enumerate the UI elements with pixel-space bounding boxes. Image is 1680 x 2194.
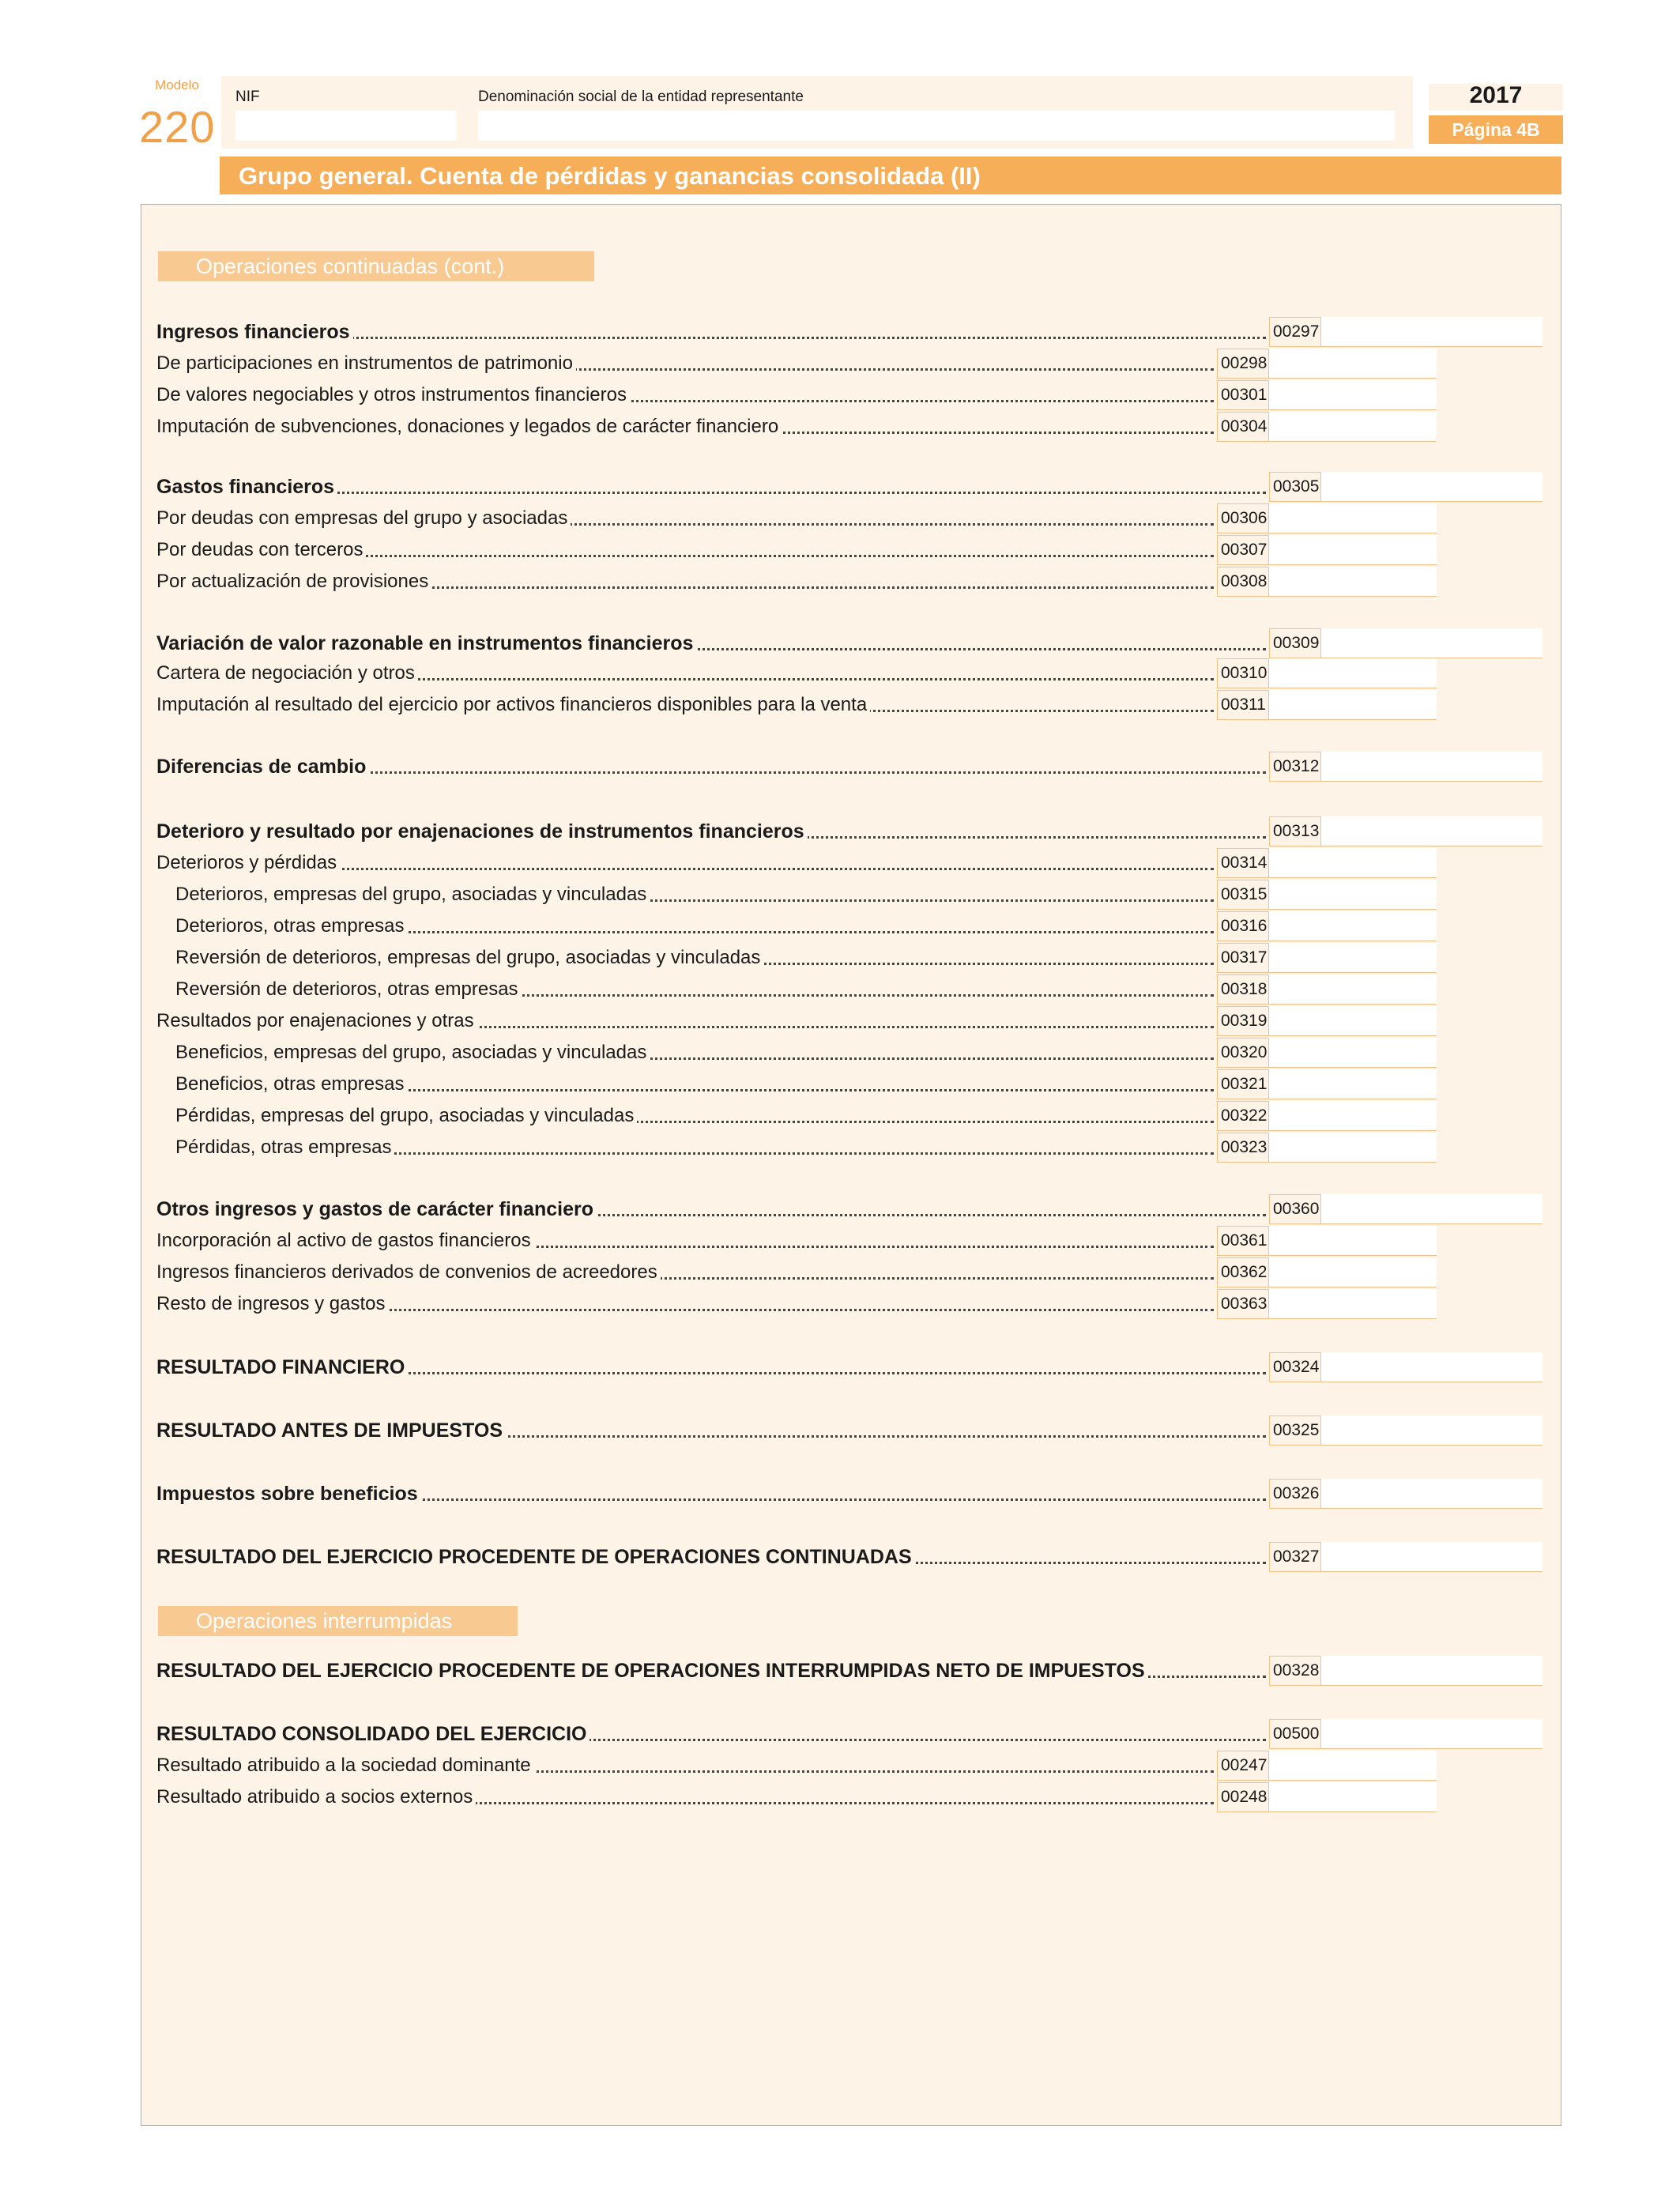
form-row-00301: [156, 381, 1214, 409]
row-label: De valores negociables y otros instrumentos financieros: [156, 384, 630, 405]
amount-field-00363[interactable]: [1269, 1289, 1437, 1319]
box-code: 00326: [1269, 1479, 1321, 1509]
form-row-00323: [175, 1133, 1214, 1162]
form-row-00319: [156, 1007, 1214, 1035]
amount-field-00326[interactable]: [1321, 1479, 1543, 1509]
box-code: 00327: [1269, 1542, 1321, 1572]
form-row-00307: [156, 536, 1214, 564]
box-code: 00361: [1217, 1226, 1269, 1256]
form-row-00327: [156, 1543, 1266, 1571]
year: 2017: [1469, 82, 1523, 108]
page-badge: Página 4B: [1429, 115, 1563, 144]
amount-field-00306[interactable]: [1269, 503, 1437, 533]
row-label: Otros ingresos y gastos de carácter financiero: [156, 1198, 597, 1220]
form-row-00308: [156, 567, 1214, 596]
row-label: Pérdidas, otras empresas: [175, 1137, 394, 1158]
form-row-00360: [156, 1195, 1266, 1223]
row-label: Gastos financieros: [156, 476, 337, 498]
row-label: De participaciones en instrumentos de patrimonio: [156, 352, 576, 374]
amount-field-00310[interactable]: [1269, 658, 1437, 688]
box-code: 00323: [1217, 1133, 1269, 1163]
row-label: Impuestos sobre beneficios: [156, 1483, 421, 1505]
form-row-00500: [156, 1720, 1266, 1748]
form-row-00315: [175, 880, 1214, 909]
amount-field-00309[interactable]: [1321, 628, 1543, 658]
box-code: 00315: [1217, 880, 1269, 910]
nif-field[interactable]: [235, 111, 457, 141]
row-label: Resto de ingresos y gastos: [156, 1293, 389, 1314]
box-code: 00305: [1269, 472, 1321, 502]
row-label: Pérdidas, empresas del grupo, asociadas y vinculadas: [175, 1105, 637, 1126]
row-label: Por actualización de provisiones: [156, 571, 431, 592]
amount-field-00361[interactable]: [1269, 1226, 1437, 1256]
form-row-00328: [156, 1657, 1266, 1685]
form-row-00326: [156, 1480, 1266, 1508]
row-label: RESULTADO DEL EJERCICIO PROCEDENTE DE OPERACIONES CONTINUADAS: [156, 1546, 915, 1568]
form-row-00305: [156, 473, 1266, 501]
row-label: RESULTADO DEL EJERCICIO PROCEDENTE DE OPERACIONES INTERRUMPIDAS NETO DE IMPUESTOS: [156, 1660, 1148, 1682]
form-row-00324: [156, 1353, 1266, 1382]
row-label: Incorporación al activo de gastos financieros: [156, 1230, 534, 1251]
form-row-00298: [156, 349, 1214, 378]
form-row-00314: [156, 849, 1214, 877]
amount-field-00320[interactable]: [1269, 1038, 1437, 1068]
amount-field-00301[interactable]: [1269, 380, 1437, 410]
row-label: RESULTADO ANTES DE IMPUESTOS: [156, 1419, 506, 1442]
amount-field-00305[interactable]: [1321, 472, 1543, 502]
form-row-00325: [156, 1416, 1266, 1445]
section-interrumpidas: Operaciones interrumpidas: [158, 1606, 518, 1636]
box-code: 00309: [1269, 628, 1321, 658]
amount-field-00362[interactable]: [1269, 1257, 1437, 1287]
row-label: Beneficios, otras empresas: [175, 1073, 407, 1095]
row-label: RESULTADO CONSOLIDADO DEL EJERCICIO: [156, 1723, 590, 1745]
nif-label: NIF: [235, 89, 260, 105]
box-code: 00308: [1217, 567, 1269, 597]
amount-field-00321[interactable]: [1269, 1069, 1437, 1099]
box-code: 00360: [1269, 1194, 1321, 1224]
amount-field-00500[interactable]: [1321, 1719, 1543, 1749]
amount-field-00314[interactable]: [1269, 848, 1437, 878]
box-code: 00325: [1269, 1416, 1321, 1446]
box-code: 00316: [1217, 911, 1269, 941]
amount-field-00247[interactable]: [1269, 1751, 1437, 1781]
form-row-00312: [156, 752, 1266, 781]
section-continuadas: Operaciones continuadas (cont.): [158, 251, 594, 281]
box-code: 00314: [1217, 848, 1269, 878]
row-label: Deterioro y resultado por enajenaciones de instrumentos financieros: [156, 820, 808, 843]
form-row-00320: [175, 1039, 1214, 1067]
box-code: 00311: [1217, 690, 1269, 720]
box-code: 00362: [1217, 1257, 1269, 1287]
amount-field-00323[interactable]: [1269, 1133, 1437, 1163]
box-code: 00297: [1269, 317, 1321, 347]
page-title: Grupo general. Cuenta de pérdidas y ganancias consolidada (II): [239, 162, 981, 190]
amount-field-00318[interactable]: [1269, 974, 1437, 1005]
form-row-00311: [156, 691, 1214, 719]
form-row-00313: [156, 817, 1266, 846]
row-label: Variación de valor razonable en instrumentos financieros: [156, 632, 696, 654]
box-code: 00304: [1217, 412, 1269, 442]
form-row-00310: [156, 659, 1214, 688]
row-label: Por deudas con empresas del grupo y asociadas: [156, 507, 571, 529]
amount-field-00360[interactable]: [1321, 1194, 1543, 1224]
row-label: Beneficios, empresas del grupo, asociadas y vinculadas: [175, 1042, 650, 1063]
amount-field-00298[interactable]: [1269, 349, 1437, 379]
form-row-00361: [156, 1227, 1214, 1255]
form-row-00363: [156, 1290, 1214, 1318]
box-code: 00363: [1217, 1289, 1269, 1319]
box-code: 00307: [1217, 535, 1269, 565]
form-row-00248: [156, 1783, 1214, 1811]
amount-field-00308[interactable]: [1269, 567, 1437, 597]
row-label: Resultado atribuido a socios externos: [156, 1786, 476, 1808]
amount-field-00307[interactable]: [1269, 535, 1437, 565]
box-code: 00310: [1217, 658, 1269, 688]
denominacion-label: Denominación social de la entidad representante: [478, 89, 804, 105]
row-label: Resultados por enajenaciones y otras: [156, 1010, 477, 1031]
form-row-00362: [156, 1258, 1214, 1287]
form-row-00322: [175, 1102, 1214, 1130]
form-row-00306: [156, 504, 1214, 533]
amount-field-00319[interactable]: [1269, 1006, 1437, 1036]
box-code: 00322: [1217, 1101, 1269, 1131]
box-code: 00319: [1217, 1006, 1269, 1036]
box-code: 00306: [1217, 503, 1269, 533]
amount-field-00327[interactable]: [1321, 1542, 1543, 1572]
box-code: 00298: [1217, 349, 1269, 379]
amount-field-00324[interactable]: [1321, 1352, 1543, 1382]
amount-field-00328[interactable]: [1321, 1656, 1543, 1686]
amount-field-00312[interactable]: [1321, 752, 1543, 782]
row-label: Resultado atribuido a la sociedad dominante: [156, 1755, 534, 1776]
row-label: Deterioros, otras empresas: [175, 915, 407, 937]
row-label: Deterioros y pérdidas: [156, 852, 340, 873]
row-label: Imputación al resultado del ejercicio por activos financieros disponibles para la venta: [156, 694, 870, 715]
modelo-label: Modelo: [155, 77, 199, 92]
box-code: 00320: [1217, 1038, 1269, 1068]
row-label: Cartera de negociación y otros: [156, 662, 418, 684]
row-label: Deterioros, empresas del grupo, asociadas y vinculadas: [175, 884, 650, 905]
row-label: Imputación de subvenciones, donaciones y legados de carácter financiero: [156, 416, 782, 437]
amount-field-00311[interactable]: [1269, 690, 1437, 720]
box-code: 00247: [1217, 1751, 1269, 1781]
box-code: 00317: [1217, 943, 1269, 973]
row-label: Ingresos financieros: [156, 321, 353, 343]
box-code: 00312: [1269, 752, 1321, 782]
form-row-00321: [175, 1070, 1214, 1099]
form-row-00247: [156, 1751, 1214, 1780]
form-row-00297: [156, 318, 1266, 346]
box-code: 00301: [1217, 380, 1269, 410]
amount-field-00248[interactable]: [1269, 1782, 1437, 1812]
form-row-00317: [175, 944, 1214, 972]
amount-field-00297[interactable]: [1321, 317, 1543, 347]
box-code: 00324: [1269, 1352, 1321, 1382]
form-row-00318: [175, 975, 1214, 1004]
box-code: 00248: [1217, 1782, 1269, 1812]
row-label: Diferencias de cambio: [156, 756, 369, 778]
box-code: 00313: [1269, 816, 1321, 846]
amount-field-00325[interactable]: [1321, 1416, 1543, 1446]
amount-field-00304[interactable]: [1269, 412, 1437, 442]
amount-field-00317[interactable]: [1269, 943, 1437, 973]
row-label: Ingresos financieros derivados de convenios de acreedores: [156, 1261, 661, 1283]
amount-field-00316[interactable]: [1269, 911, 1437, 941]
amount-field-00315[interactable]: [1269, 880, 1437, 910]
box-code: 00318: [1217, 974, 1269, 1005]
row-label: Reversión de deterioros, otras empresas: [175, 978, 522, 1000]
amount-field-00322[interactable]: [1269, 1101, 1437, 1131]
denominacion-field[interactable]: [478, 111, 1395, 141]
row-label: RESULTADO FINANCIERO: [156, 1356, 408, 1378]
row-label: Por deudas con terceros: [156, 539, 366, 560]
modelo-number: 220: [139, 102, 216, 152]
form-row-00316: [175, 912, 1214, 941]
form-row-00309: [156, 629, 1266, 658]
box-code: 00321: [1217, 1069, 1269, 1099]
form-row-00304: [156, 413, 1214, 441]
box-code: 00500: [1269, 1719, 1321, 1749]
amount-field-00313[interactable]: [1321, 816, 1543, 846]
row-label: Reversión de deterioros, empresas del grupo, asociadas y vinculadas: [175, 947, 763, 968]
box-code: 00328: [1269, 1656, 1321, 1686]
